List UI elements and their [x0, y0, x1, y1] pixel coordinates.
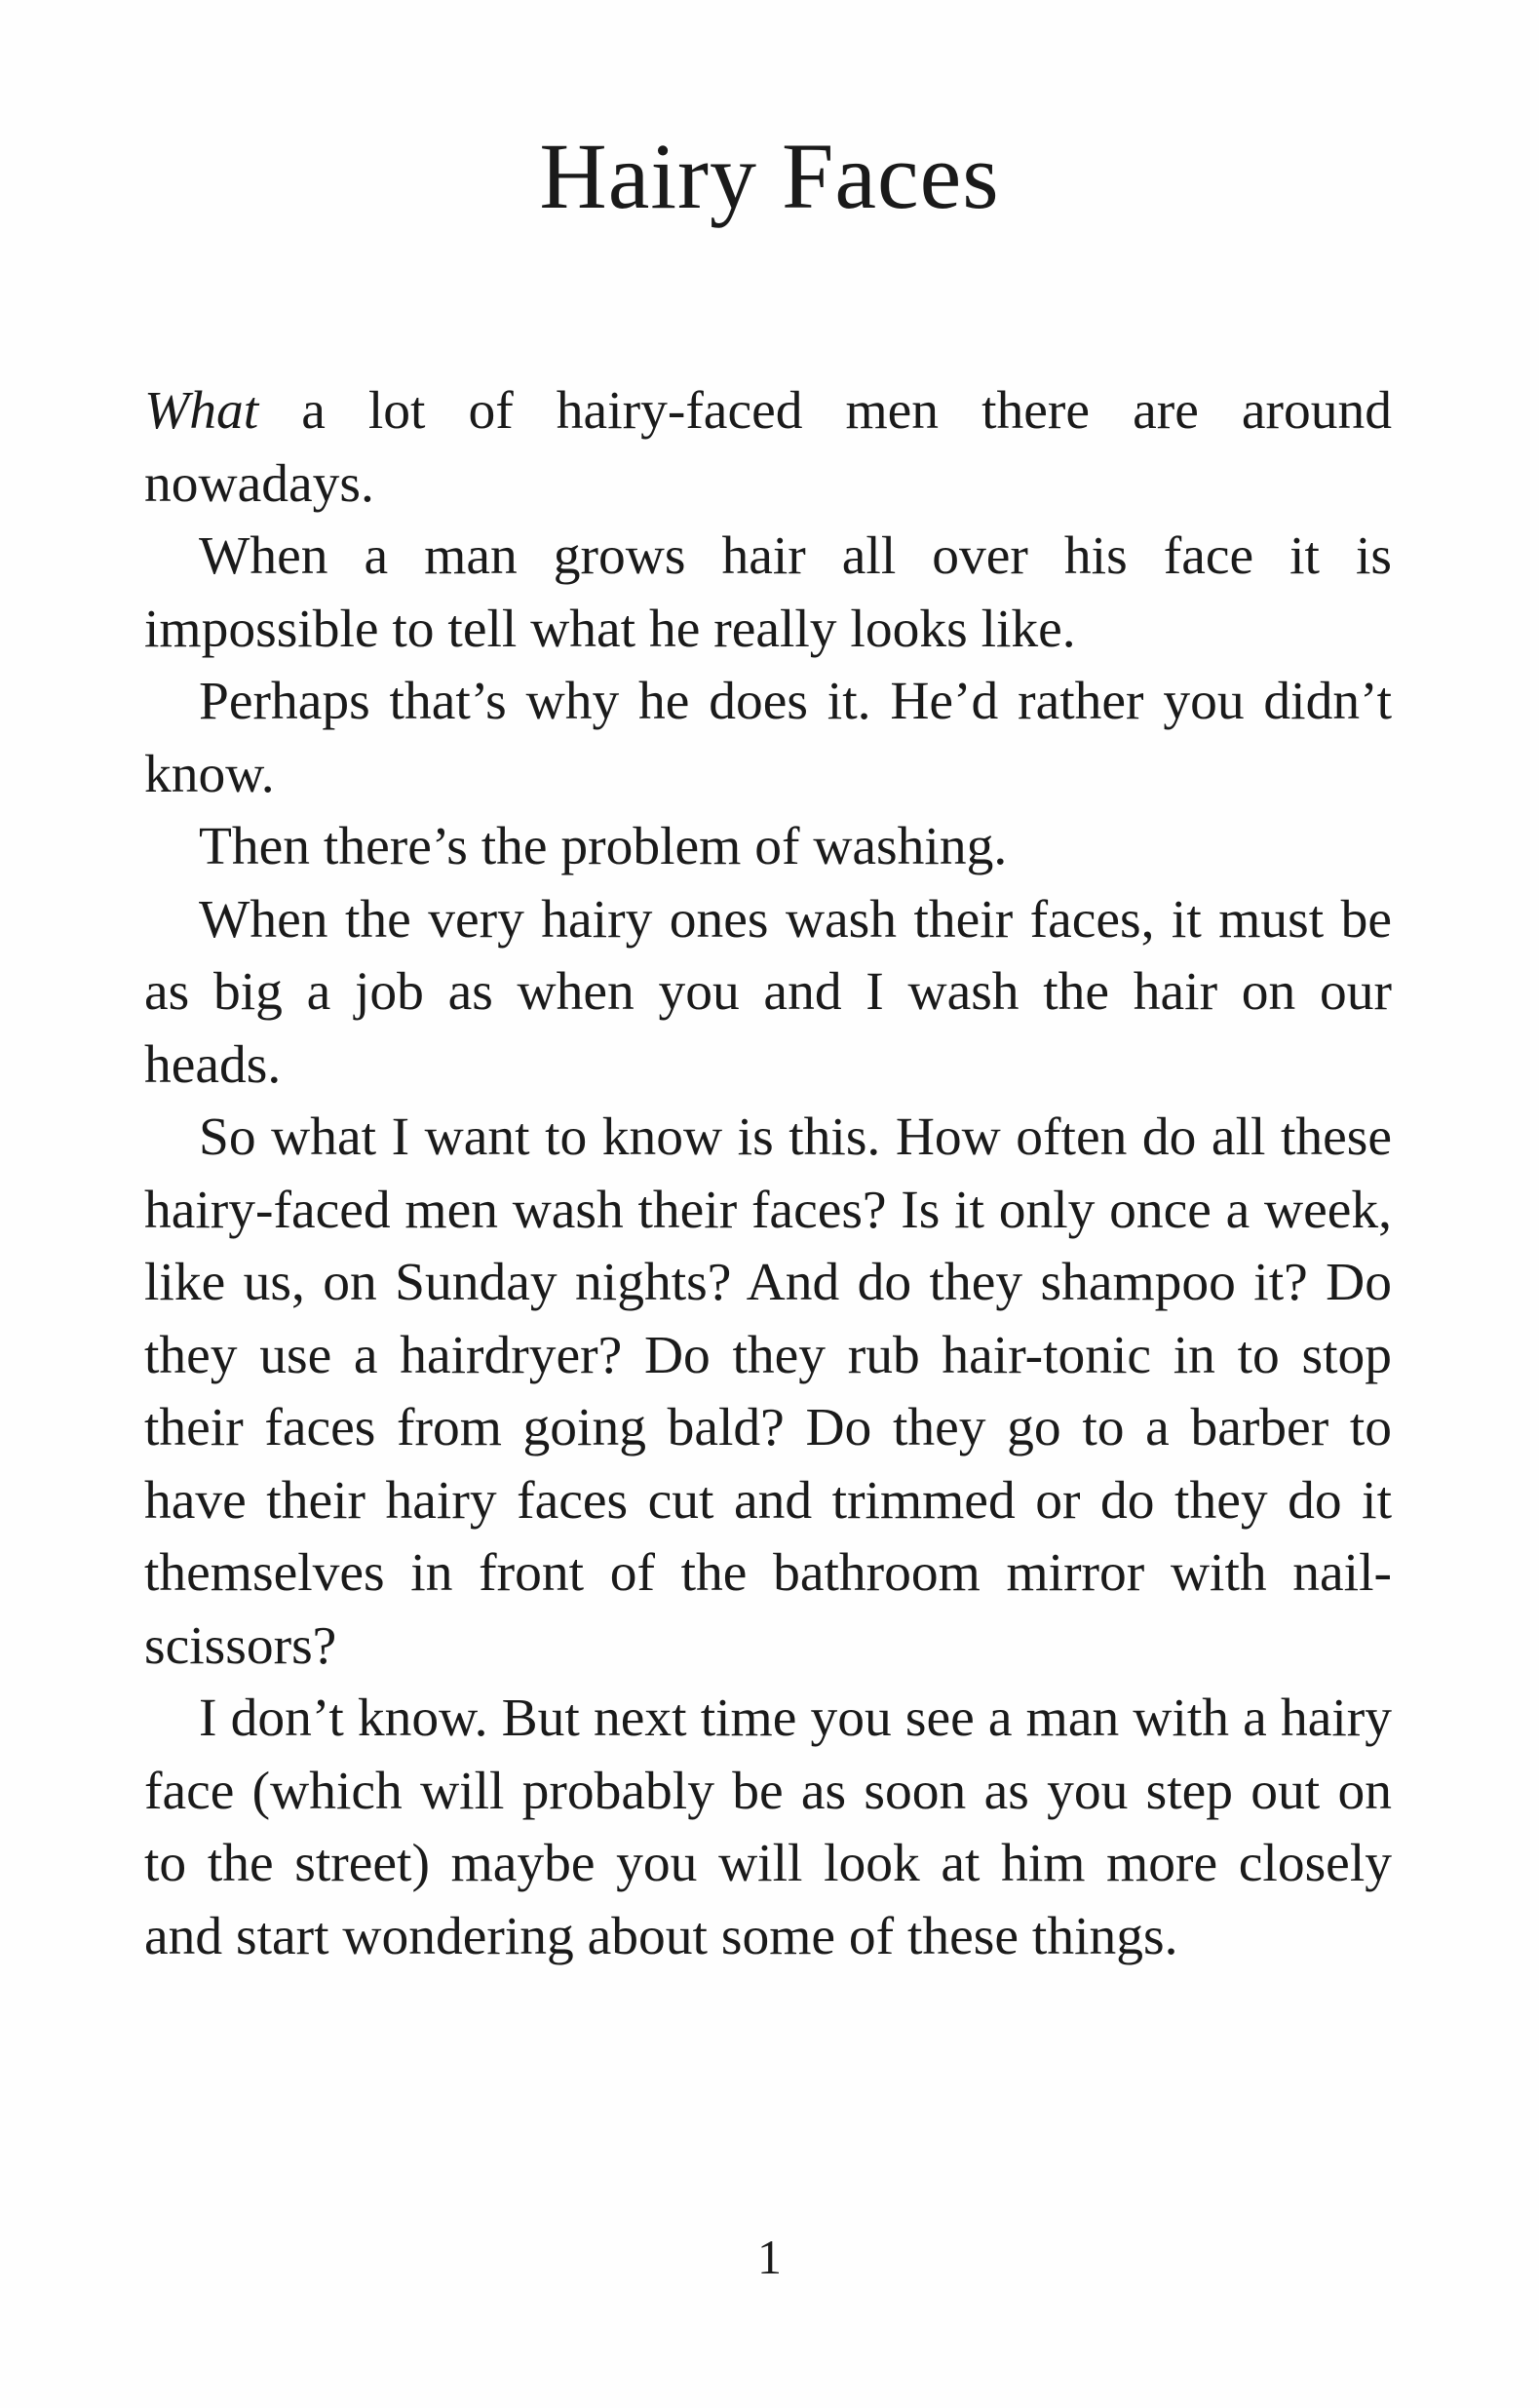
chapter-title: Hairy Faces: [539, 124, 1000, 228]
paragraph-4: [144, 811, 1392, 884]
paragraph-5: [144, 884, 1392, 1103]
paragraph-2: [144, 521, 1392, 666]
paragraph-text: When the very hairy ones wash their faces, it must be as big a job as when you and I wash the hair on our heads.: [144, 889, 1392, 1095]
paragraph-text: I don’t know. But next time you see a man with a hairy face (which will probably be as soon as you step out on to the street) maybe you will look at him more closely and start wondering about some of these things.: [144, 1689, 1392, 1966]
paragraph-6: [144, 1102, 1392, 1683]
chapter-body: [144, 375, 1392, 1973]
paragraph-text: a lot of hairy-faced men there are around nowadays.: [144, 381, 1392, 514]
page-number: 1: [757, 2230, 782, 2284]
paragraph-text: Perhaps that’s why he does it. He’d rather you didn’t know.: [144, 672, 1392, 804]
paragraph-3: [144, 666, 1392, 811]
paragraph-text: So what I want to know is this. How often do all these hairy-faced men wash their faces? Is it only once a week, like us, on Sunday nights? And do they shampoo it? Do they use a hairdryer? Do they rub hair-tonic in to stop their faces from going bald? Do they go to a barber to have their hairy faces cut and trimmed or do they do it themselves in front of the bathroom mirror with nail-scissors?: [144, 1107, 1392, 1676]
paragraph-7: [144, 1683, 1392, 1973]
paragraph-text: Then there’s the problem of washing.: [199, 817, 1008, 876]
italic-lead-word: What: [144, 381, 259, 441]
paragraph-text: When a man grows hair all over his face it is impossible to tell what he really looks like.: [144, 526, 1392, 659]
paragraph-1: [144, 375, 1392, 521]
